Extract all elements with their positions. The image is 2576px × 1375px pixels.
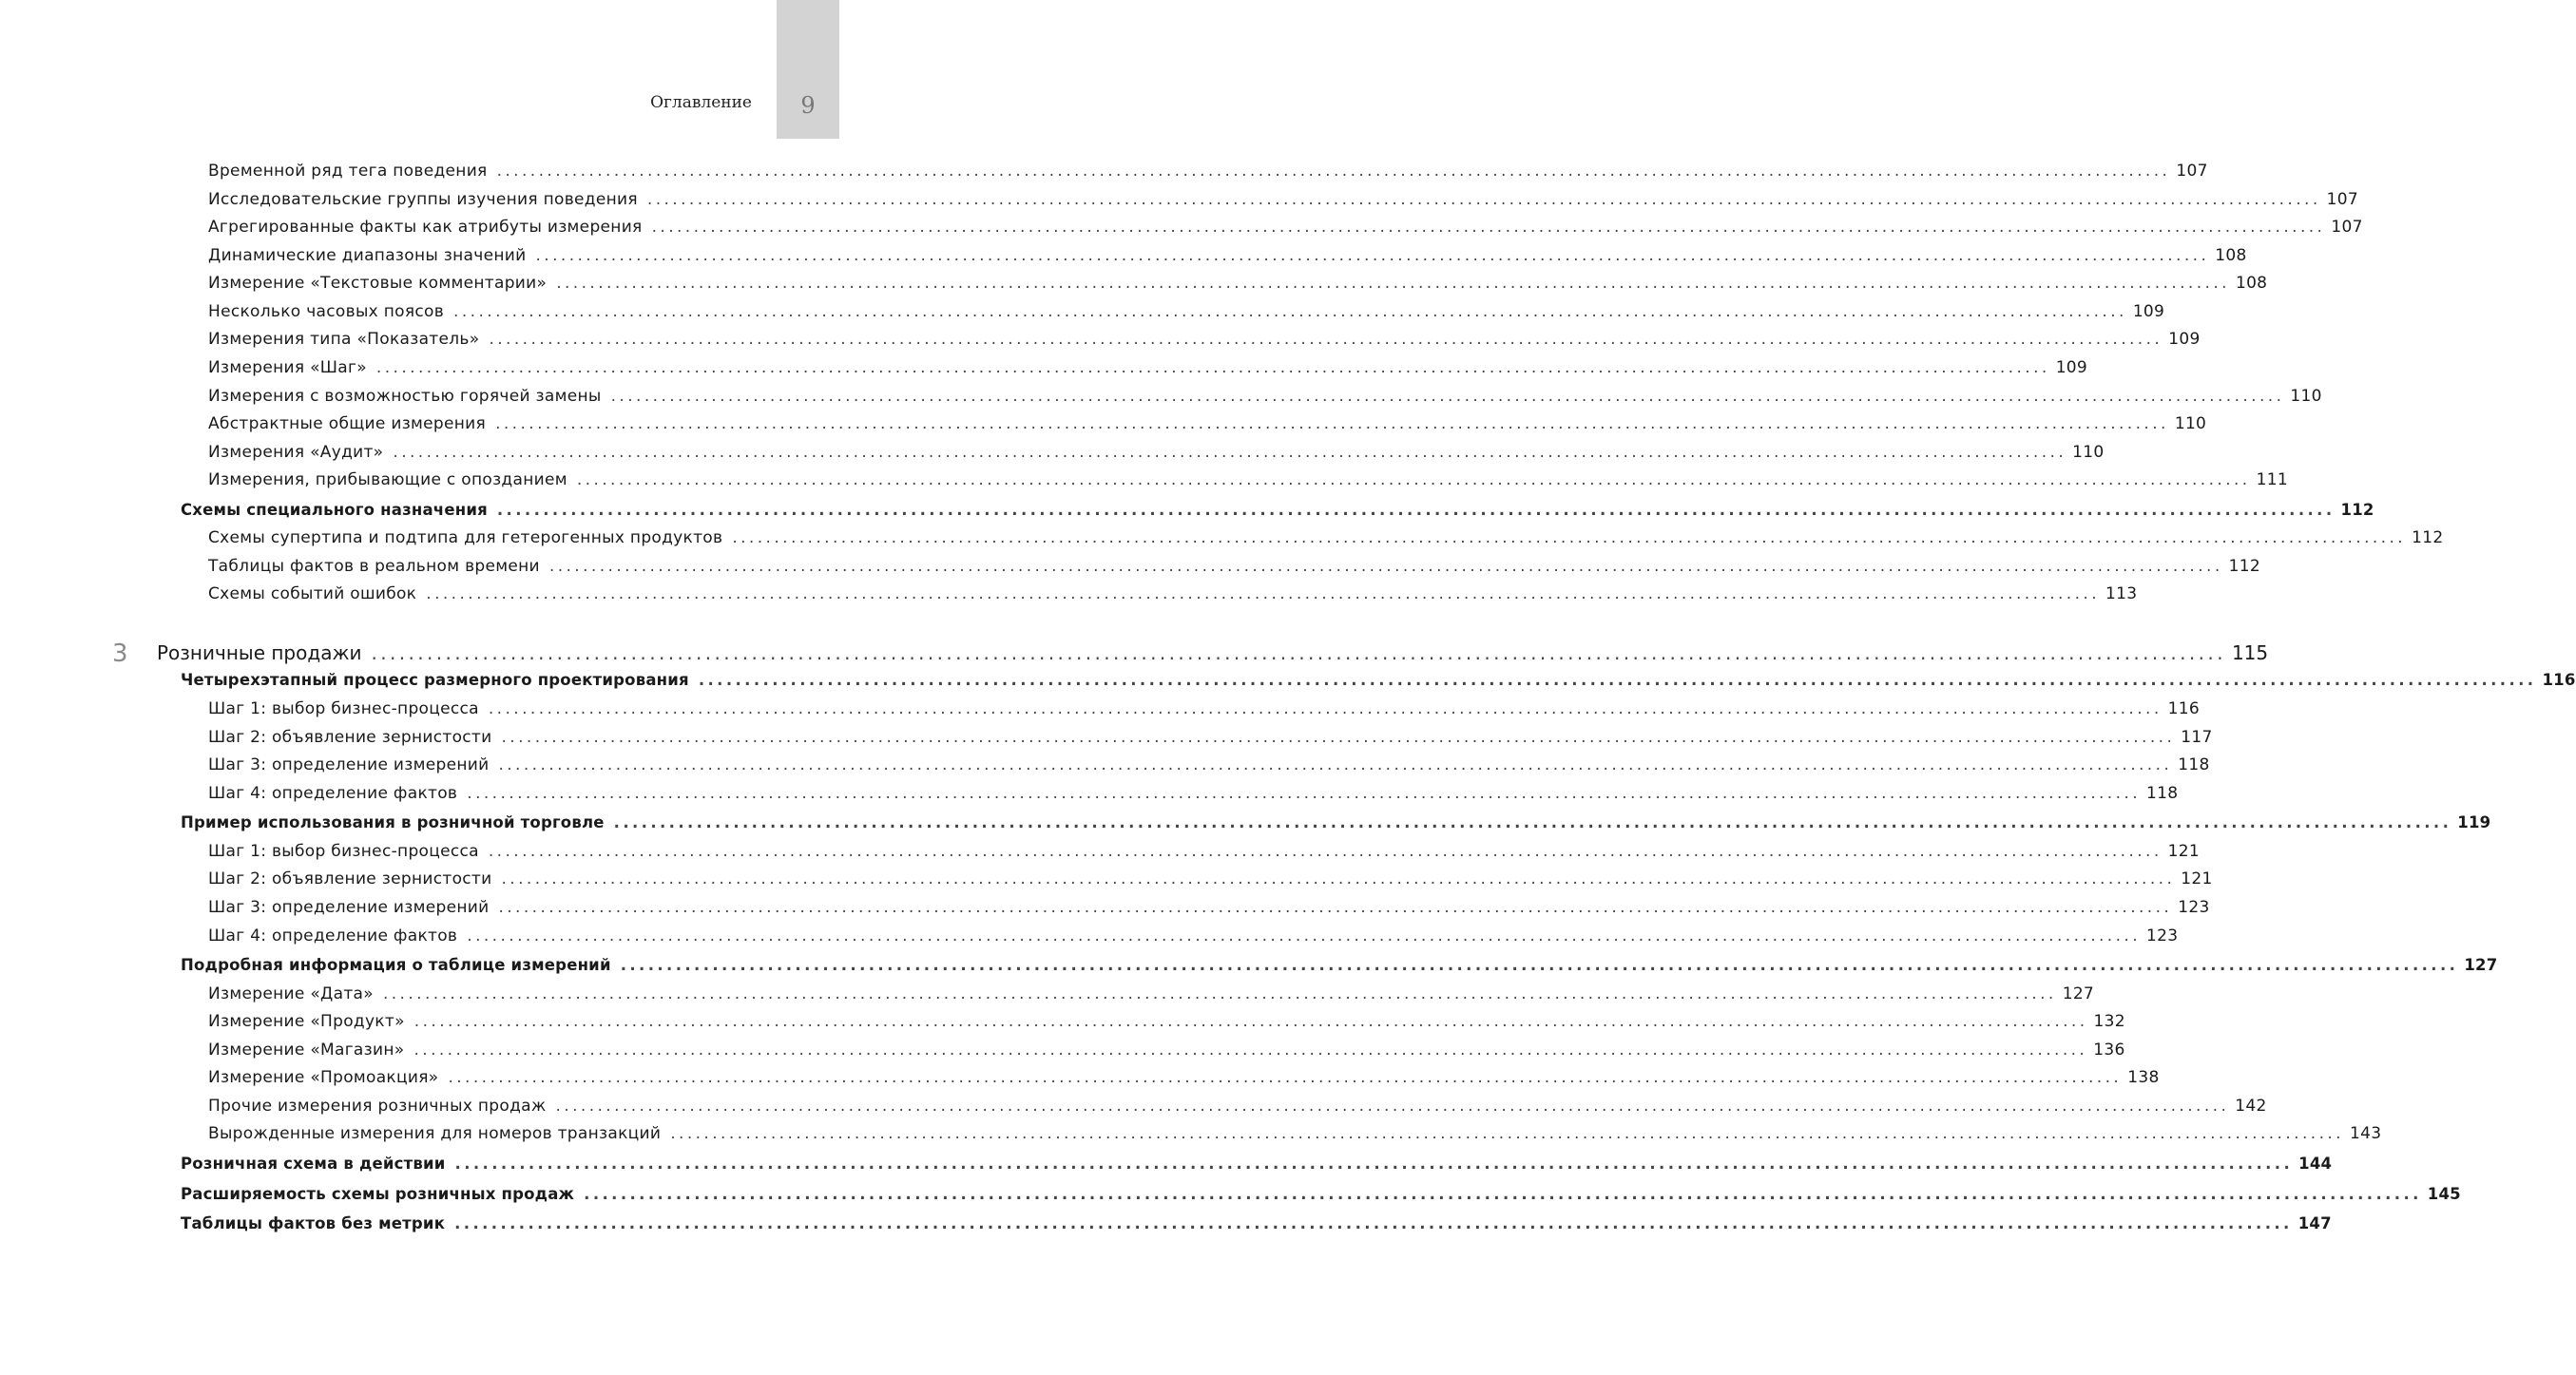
toc-leader-dots: ........................................................................................................................................................................................................ xyxy=(454,1155,2294,1173)
toc-entry-title: Шаг 2: объявление зернистости xyxy=(208,728,492,747)
toc-leader-dots: ........................................................................................................................................................................................................ xyxy=(498,898,2173,917)
toc-entry xyxy=(0,387,2322,415)
toc-entry-title: Вырожденные измерения для номеров транзакций xyxy=(208,1124,662,1143)
toc-leader-dots: ........................................................................................................................................................................................................ xyxy=(556,274,2230,293)
page-number: 9 xyxy=(800,92,816,119)
toc-entry xyxy=(0,528,2444,557)
toc-entry-page: 118 xyxy=(2178,755,2210,774)
toc-leader-dots: ........................................................................................................................................................................................................ xyxy=(496,501,2336,519)
toc-entry-title: Таблицы фактов без метрик xyxy=(181,1214,446,1232)
toc-entry xyxy=(0,1068,2160,1097)
toc-entry-page: 111 xyxy=(2256,470,2288,489)
toc-entry xyxy=(0,358,2088,387)
toc-leader-dots: ........................................................................................................................................................................................................ xyxy=(454,1214,2293,1232)
toc-entry-title: Расширяемость схемы розничных продаж xyxy=(181,1185,575,1203)
toc-entry-title: Шаг 3: определение измерений xyxy=(208,755,490,774)
toc-entry xyxy=(0,414,2207,443)
toc-leader-dots: ........................................................................................................................................................................................................ xyxy=(501,869,2176,888)
toc-leader-dots: ........................................................................................................................................................................................................ xyxy=(576,470,2251,489)
toc-entry-title: Таблицы фактов в реальном времени xyxy=(208,557,540,576)
toc-entry-title: Измерения «Шаг» xyxy=(208,358,367,377)
toc-leader-dots: ........................................................................................................................................................................................................ xyxy=(488,699,2163,718)
toc-entry-page: 108 xyxy=(2235,274,2268,293)
toc-entry-page: 127 xyxy=(2464,956,2498,974)
toc-entry xyxy=(0,1012,2125,1041)
toc-leader-dots: ........................................................................................................................................................................................................ xyxy=(584,1185,2422,1203)
toc-entry-title: Шаг 1: выбор бизнес-процесса xyxy=(208,699,479,718)
toc-entry xyxy=(0,956,2498,984)
toc-entry-page: 142 xyxy=(2235,1097,2267,1116)
toc-entry xyxy=(0,501,2374,529)
toc-entry-page: 136 xyxy=(2093,1041,2125,1060)
toc-entry-page: 144 xyxy=(2298,1155,2333,1173)
toc-entry-page: 107 xyxy=(2331,218,2363,237)
toc-leader-dots: ........................................................................................................................................................................................................ xyxy=(382,984,2057,1003)
toc-entry-page: 113 xyxy=(2105,584,2138,603)
toc-entry-title: Схемы специального назначения xyxy=(181,501,488,519)
toc-leader-dots: ........................................................................................................................................................................................................ xyxy=(548,557,2223,576)
toc-entry xyxy=(0,1124,2382,1153)
toc-entry xyxy=(0,699,2200,728)
toc-entry-title: Измерение «Текстовые комментарии» xyxy=(208,274,548,293)
toc-leader-dots: ........................................................................................................................................................................................................ xyxy=(488,842,2163,861)
toc-entry-page: 119 xyxy=(2457,813,2491,831)
toc-entry-title: Пример использования в розничной торговле xyxy=(181,813,605,831)
toc-entry-title: Измерение «Продукт» xyxy=(208,1012,405,1031)
toc-entry xyxy=(0,584,2138,613)
toc-entry-title: Четырехэтапный процесс размерного проектирования xyxy=(181,671,689,689)
toc-entry-page: 110 xyxy=(2290,387,2322,406)
toc-entry xyxy=(0,1041,2125,1069)
toc-entry-page: 138 xyxy=(2127,1068,2160,1087)
toc-entry-page: 143 xyxy=(2349,1124,2382,1143)
toc-leader-dots: ........................................................................................................................................................................................................ xyxy=(498,755,2173,774)
toc-entry xyxy=(0,1185,2461,1213)
toc-entry-page: 132 xyxy=(2093,1012,2125,1031)
toc-entry xyxy=(0,330,2201,358)
toc-entry-page: 108 xyxy=(2215,246,2247,265)
toc-entry-title: Абстрактные общие измерения xyxy=(208,414,487,433)
toc-entry-page: 110 xyxy=(2072,443,2105,462)
toc-entry-title: Шаг 3: определение измерений xyxy=(208,898,490,917)
toc-entry-title: Динамические диапазоны значений xyxy=(208,246,527,265)
toc-entry xyxy=(0,1155,2333,1183)
toc-entry-page: 109 xyxy=(2168,330,2201,349)
toc-entry-page: 121 xyxy=(2167,842,2200,861)
toc-entry xyxy=(0,813,2491,842)
toc-entry-title: Шаг 1: выбор бизнес-процесса xyxy=(208,842,479,861)
toc-entry-title: Измерения с возможностью горячей замены xyxy=(208,387,602,406)
toc-entry xyxy=(0,842,2200,870)
toc-entry xyxy=(0,1097,2267,1125)
toc-entry xyxy=(0,671,2576,699)
toc-leader-dots: ........................................................................................................................................................................................................ xyxy=(555,1097,2230,1116)
toc-entry-title: Шаг 4: определение фактов xyxy=(208,926,458,945)
toc-leader-dots: ........................................................................................................................................................................................................ xyxy=(646,190,2321,209)
toc-entry-title: Шаг 4: определение фактов xyxy=(208,784,458,803)
toc-entry xyxy=(0,557,2261,585)
toc-entry xyxy=(0,302,2165,331)
toc-entry-page: 112 xyxy=(2412,528,2444,547)
toc-entry xyxy=(0,190,2359,219)
toc-entry-page: 107 xyxy=(2176,162,2208,181)
toc-entry xyxy=(0,869,2213,898)
toc-leader-dots: ........................................................................................................................................................................................................ xyxy=(489,330,2163,349)
toc-entry-page: 112 xyxy=(2228,557,2261,576)
chapter-number: 3 xyxy=(112,640,128,668)
toc-entry-title: Измерения типа «Показатель» xyxy=(208,330,480,349)
toc-leader-dots: ........................................................................................................................................................................................................ xyxy=(651,218,2326,237)
toc-entry-title: Схемы супертипа и подтипа для гетерогенных продуктов xyxy=(208,528,723,547)
running-title: Оглавление xyxy=(650,93,752,112)
toc-entry-page: 118 xyxy=(2146,784,2179,803)
toc-leader-dots: ........................................................................................................................................................................................................ xyxy=(413,1012,2088,1031)
toc-entry-page: 117 xyxy=(2181,728,2213,747)
toc-entry xyxy=(0,274,2268,302)
toc-entry-page: 123 xyxy=(2178,898,2210,917)
toc-entry-page: 115 xyxy=(2231,641,2269,664)
toc-leader-dots: ........................................................................................................................................................................................................ xyxy=(501,728,2176,747)
toc-leader-dots: ........................................................................................................................................................................................................ xyxy=(610,387,2285,406)
toc-leader-dots: ........................................................................................................................................................................................................ xyxy=(426,584,2101,603)
toc-entry xyxy=(0,755,2210,784)
toc-leader-dots: ........................................................................................................................................................................................................ xyxy=(732,528,2407,547)
toc-entry xyxy=(0,443,2105,471)
toc-entry-page: 116 xyxy=(2167,699,2200,718)
toc-entry xyxy=(0,470,2288,499)
toc-entry-page: 107 xyxy=(2326,190,2359,209)
toc-entry-page: 121 xyxy=(2181,869,2213,888)
toc-leader-dots: ........................................................................................................................................................................................................ xyxy=(393,443,2067,462)
toc-entry-title: Шаг 2: объявление зернистости xyxy=(208,869,492,888)
toc-leader-dots: ........................................................................................................................................................................................................ xyxy=(371,641,2226,664)
toc-entry-title: Розничная схема в действии xyxy=(181,1155,446,1173)
toc-entry-title: Подробная информация о таблице измерений xyxy=(181,956,611,974)
toc-leader-dots: ........................................................................................................................................................................................................ xyxy=(535,246,2210,265)
toc-entry xyxy=(0,162,2208,190)
toc-entry-title: Измерение «Дата» xyxy=(208,984,374,1003)
toc-entry xyxy=(0,784,2179,812)
toc-leader-dots: ........................................................................................................................................................................................................ xyxy=(698,671,2537,689)
toc-leader-dots: ........................................................................................................................................................................................................ xyxy=(467,784,2142,803)
toc-entry-title: Измерение «Магазин» xyxy=(208,1041,405,1060)
toc-entry-title: Несколько часовых поясов xyxy=(208,302,445,321)
toc-entry-title: Временной ряд тега поведения xyxy=(208,162,488,181)
toc-entry-title: Розничные продажи xyxy=(157,641,362,664)
toc-entry xyxy=(0,728,2213,756)
toc-entry-page: 109 xyxy=(2132,302,2165,321)
toc-entry-page: 109 xyxy=(2055,358,2088,377)
toc-entry xyxy=(0,1214,2332,1243)
toc-entry-page: 123 xyxy=(2146,926,2179,945)
toc-leader-dots: ........................................................................................................................................................................................................ xyxy=(453,302,2127,321)
toc-entry-page: 127 xyxy=(2062,984,2095,1003)
toc-entry xyxy=(0,641,2269,670)
toc-leader-dots: ........................................................................................................................................................................................................ xyxy=(613,813,2452,831)
toc-entry-title: Агрегированные факты как атрибуты измерения xyxy=(208,218,643,237)
toc-leader-dots: ........................................................................................................................................................................................................ xyxy=(375,358,2050,377)
toc-entry xyxy=(0,218,2363,246)
toc-entry-page: 110 xyxy=(2174,414,2207,433)
toc-leader-dots: ........................................................................................................................................................................................................ xyxy=(670,1124,2344,1143)
toc-entry-title: Измерения «Аудит» xyxy=(208,443,384,462)
toc-entry-title: Схемы событий ошибок xyxy=(208,584,417,603)
toc-entry xyxy=(0,246,2247,275)
toc-leader-dots: ........................................................................................................................................................................................................ xyxy=(413,1041,2088,1060)
toc-entry xyxy=(0,926,2179,955)
toc-entry-title: Измерения, прибывающие с опозданием xyxy=(208,470,567,489)
toc-entry xyxy=(0,898,2210,926)
toc-entry-page: 145 xyxy=(2427,1185,2461,1203)
toc-entry-title: Измерение «Промоакция» xyxy=(208,1068,439,1087)
toc-leader-dots: ........................................................................................................................................................................................................ xyxy=(448,1068,2123,1087)
toc-leader-dots: ........................................................................................................................................................................................................ xyxy=(495,414,2169,433)
toc-entry-page: 116 xyxy=(2542,671,2576,689)
toc-leader-dots: ........................................................................................................................................................................................................ xyxy=(467,926,2142,945)
toc-leader-dots: ........................................................................................................................................................................................................ xyxy=(620,956,2459,974)
toc-entry-title: Исследовательские группы изучения поведения xyxy=(208,190,638,209)
toc-entry-page: 147 xyxy=(2297,1214,2332,1232)
toc-leader-dots: ........................................................................................................................................................................................................ xyxy=(496,162,2171,181)
toc-entry-page: 112 xyxy=(2340,501,2374,519)
toc-entry-title: Прочие измерения розничных продаж xyxy=(208,1097,547,1116)
toc-entry xyxy=(0,984,2095,1013)
